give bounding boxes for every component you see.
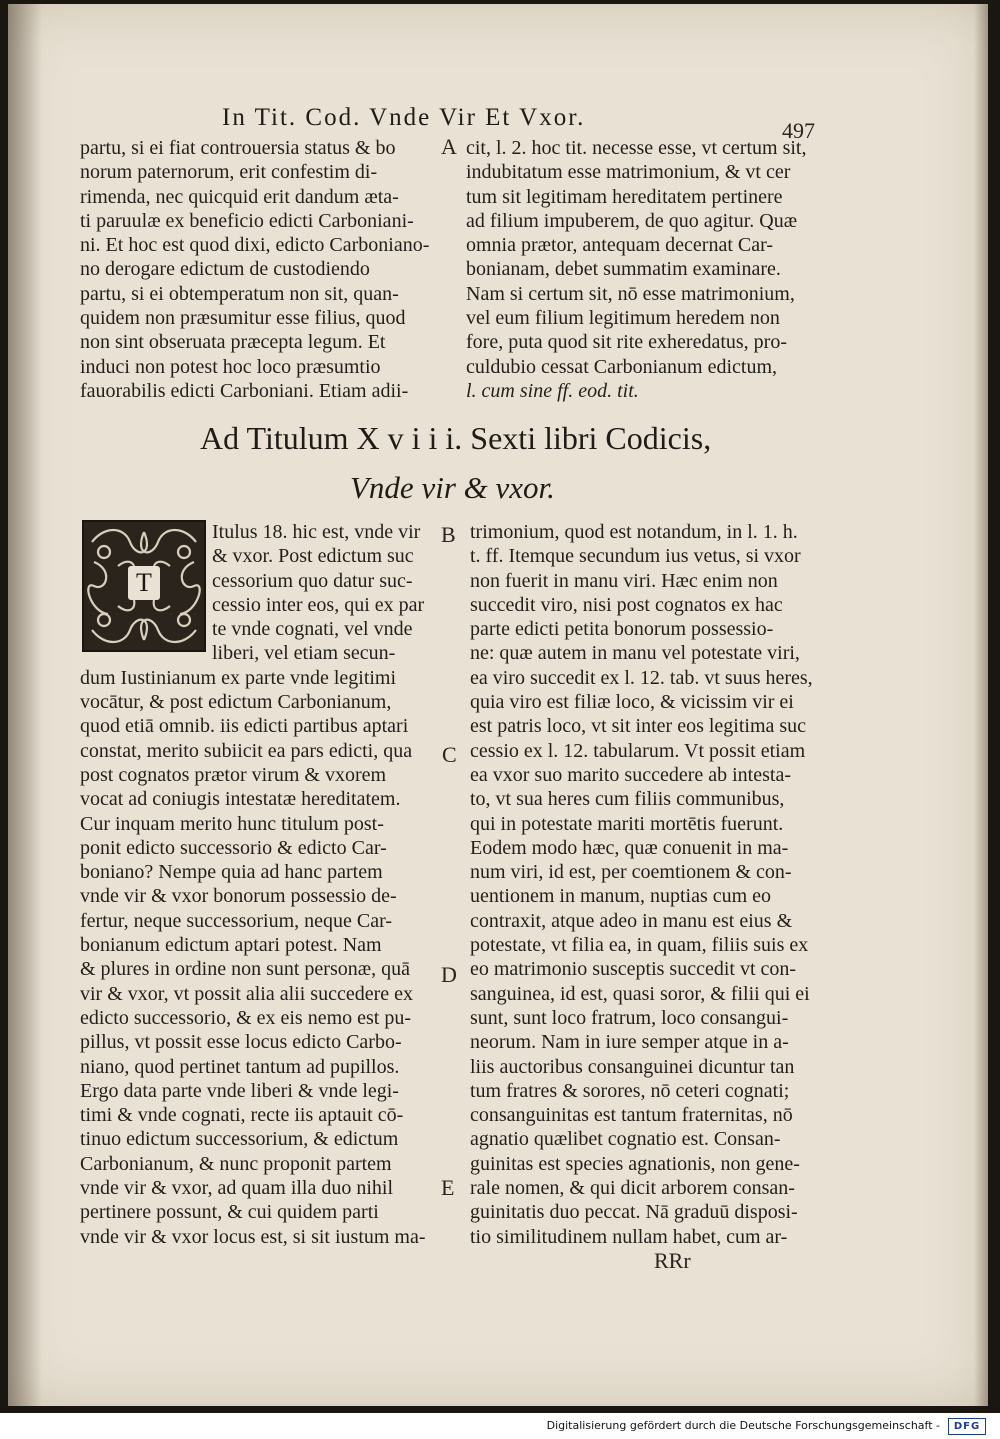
text-line: ni. Et hoc est quod dixi, edicto Carboniano-	[80, 234, 430, 257]
text-line: ti paruulæ ex beneficio edicti Carboniani-	[80, 209, 414, 232]
text-line: ponit edicto successorio & edicto Car-	[80, 836, 387, 859]
text-line: Carbonianum, & nunc proponit partem	[80, 1152, 392, 1175]
text-line: vocātur, & post edictum Carbonianum,	[80, 691, 392, 714]
page-edge-shadow	[974, 4, 988, 1406]
bottom-left-column	[80, 520, 440, 1249]
text-line: Nam si certum sit, nō esse matrimonium,	[466, 282, 795, 305]
text-line: vir & vxor, vt possit alia alii succedere ex	[80, 982, 413, 1005]
text-line: edicto successorio, & ex eis nemo est pu-	[80, 1006, 412, 1029]
text-line: no derogare edictum de custodiendo	[80, 258, 370, 281]
text-line: contraxit, atque adeo in manu est eius &	[470, 909, 793, 932]
text-line: rale nomen, & qui dicit arborem consan-	[470, 1177, 795, 1200]
initial-letter: T	[128, 566, 160, 600]
text-line: consanguinitas est tantum fraternitas, nō	[470, 1104, 793, 1127]
text-line: quod etiā omnib. iis edicti partibus aptari	[80, 715, 409, 738]
text-line: eo matrimonio susceptis succedit vt con-	[470, 958, 797, 981]
text-line: te vnde cognati, vel vnde	[212, 618, 413, 641]
text-line: & vxor. Post edictum suc	[212, 545, 414, 568]
text-line: sanguinea, id est, quasi soror, & filii qui ei	[470, 982, 810, 1005]
text-line: cessio inter eos, qui ex par	[212, 593, 425, 616]
text-line: niano, quod pertinet tantum ad pupillos.	[80, 1055, 400, 1078]
text-line: fauorabilis edicti Carboniani. Etiam adii-	[80, 379, 409, 402]
text-line: ea vxor suo marito succedere ab intesta-	[470, 763, 791, 786]
page-number: 497	[782, 118, 815, 143]
top-left-column	[80, 136, 440, 403]
text-line: fertur, neque successorium, neque Car-	[80, 909, 393, 932]
text-line: bonianam, debet summatim examinare.	[466, 258, 781, 281]
text-line: ea viro succedit ex l. 12. tab. vt suus heres,	[470, 666, 813, 689]
bottom-right-column	[470, 520, 828, 1249]
running-head: In Tit. Cod. Vnde Vir Et Vxor.	[222, 104, 586, 131]
text-line: ad filium impuberem, de quo agitur. Quæ	[466, 209, 798, 232]
text-line: tio similitudinem nullam habet, cum ar-	[470, 1225, 788, 1248]
text-line: agnatio quælibet cognatio est. Consan-	[470, 1128, 781, 1151]
catchword: RRr	[654, 1248, 691, 1273]
text-line: vnde vir & vxor bonorum possessio de-	[80, 885, 397, 908]
text-line: cit, l. 2. hoc tit. necesse esse, vt certum sit,	[466, 137, 807, 159]
text-line: non fuerit in manu viri. Hæc enim non	[470, 569, 778, 592]
text-line: quia viro est filiæ loco, & vicissim vir ei	[470, 691, 794, 714]
text-line: tum fratres & sorores, nō ceteri cognati;	[470, 1079, 790, 1102]
marginal-letter-d: D	[441, 962, 457, 987]
text-line: potestate, vt filia ea, in quam, filiis suis ex	[470, 934, 809, 957]
text-line: t. ff. Itemque secundum ius vetus, si vxor	[470, 545, 801, 568]
text-line: partu, si ei obtemperatum non sit, quan-	[80, 282, 399, 305]
text-line: to, vt sua heres cum filiis communibus,	[470, 788, 785, 811]
text-line: pertinere possunt, & cui quidem parti	[80, 1201, 379, 1224]
text-line: neorum. Nam in iure semper atque in a-	[470, 1031, 789, 1054]
text-line: induci non potest hoc loco præsumtio	[80, 355, 381, 378]
top-right-column	[466, 136, 828, 403]
text-line: Eodem modo hæc, quæ conuenit in ma-	[470, 836, 789, 859]
text-line: vnde vir & vxor locus est, si sit iustum ma-	[80, 1225, 426, 1248]
marginal-letter-c: C	[442, 742, 457, 767]
text-line: succedit viro, nisi post cognatos ex hac	[470, 593, 783, 616]
text-line: liberi, vel etiam secun-	[212, 642, 396, 665]
text-line: qui in potestate mariti mortētis fuerunt.	[470, 812, 784, 835]
footer-bar	[0, 1413, 1000, 1439]
section-subtitle: Vnde vir & vxor.	[350, 470, 555, 505]
text-line: pillus, vt possit esse locus edicto Carbo-	[80, 1031, 402, 1054]
text-line: Ergo data parte vnde liberi & vnde legi-	[80, 1079, 399, 1102]
text-line: Itulus 18. hic est, vnde vir	[212, 521, 421, 543]
text-line: est patris loco, vt sit inter eos legitima suc	[470, 715, 807, 738]
text-line: rimenda, nec quicquid erit dandum æta-	[80, 185, 399, 208]
marginal-letter-b: B	[441, 522, 456, 547]
text-line: non sint obseruata præcepta legum. Et	[80, 331, 386, 354]
text-line: partu, si ei fiat controuersia status & bo	[80, 137, 396, 159]
text-line: tinuo edictum successorium, & edictum	[80, 1128, 399, 1151]
text-line: constat, merito subiicit ea pars edicti, qua	[80, 739, 413, 762]
text-line: culdubio cessat Carbonianum edictum,	[466, 355, 778, 378]
funding-notice: Digitalisierung gefördert durch die Deutsche Forschungsgemeinschaft -	[546, 1419, 940, 1432]
marginal-letter-e: E	[441, 1175, 455, 1200]
text-line: omnia prætor, antequam decernat Car-	[466, 234, 774, 257]
section-title: Ad Titulum X v i i i. Sexti libri Codicis,	[200, 420, 712, 456]
text-line: boniano? Nempe quia ad hanc partem	[80, 861, 383, 884]
text-line: sunt, sunt loco fratrum, loco consangui-	[470, 1006, 789, 1029]
text-line: cessorium quo datur suc-	[212, 569, 413, 592]
text-line: cessio ex l. 12. tabularum. Vt possit etiam	[470, 739, 806, 762]
text-line: fore, puta quod sit rite exheredatus, pro-	[466, 331, 788, 354]
text-line: tum sit legitimam hereditatem pertinere	[466, 185, 783, 208]
text-line: vel eum filium legitimum heredem non	[466, 307, 780, 330]
marginal-letter-a: A	[441, 134, 457, 159]
text-line: guinitatis duo peccat. Nā graduū disposi-	[470, 1201, 798, 1224]
text-line: num viri, id est, per coemtionem & con-	[470, 861, 792, 884]
text-line: uentionem in manum, nuptias cum eo	[470, 885, 772, 908]
text-line: bonianum edictum aptari potest. Nam	[80, 934, 382, 957]
text-line: vnde vir & vxor, ad quam illa duo nihil	[80, 1177, 394, 1200]
text-line: quidem non præsumitur esse filius, quod	[80, 307, 406, 330]
text-line: timi & vnde cognati, recte iis aptauit cō-	[80, 1104, 404, 1127]
text-line: trimonium, quod est notandum, in l. 1. h.	[470, 521, 798, 543]
citation-line: l. cum sine ff. eod. tit.	[466, 379, 639, 402]
text-line: guinitas est species agnationis, non gene-	[470, 1152, 800, 1175]
gutter-shadow	[8, 4, 42, 1406]
text-line: ne: quæ autem in manu vel potestate viri,	[470, 642, 800, 665]
text-line: Cur inquam merito hunc titulum post-	[80, 812, 384, 835]
text-line: dum Iustinianum ex parte vnde legitimi	[80, 666, 397, 689]
text-line: indubitatum esse matrimonium, & vt cer	[466, 161, 791, 184]
text-line: liis auctoribus consanguinei dicuntur tan	[470, 1055, 795, 1078]
text-line: norum paternorum, erit confestim di-	[80, 161, 378, 184]
text-line: vocat ad coniugis intestatæ hereditatem.	[80, 788, 401, 811]
text-line: post cognatos prætor virum & vxorem	[80, 763, 387, 786]
dfg-logo-icon[interactable]: DFG	[948, 1418, 986, 1435]
text-line: parte edicti petita bonorum possessio-	[470, 618, 774, 641]
text-line: & plures in ordine non sunt personæ, quā	[80, 958, 410, 981]
